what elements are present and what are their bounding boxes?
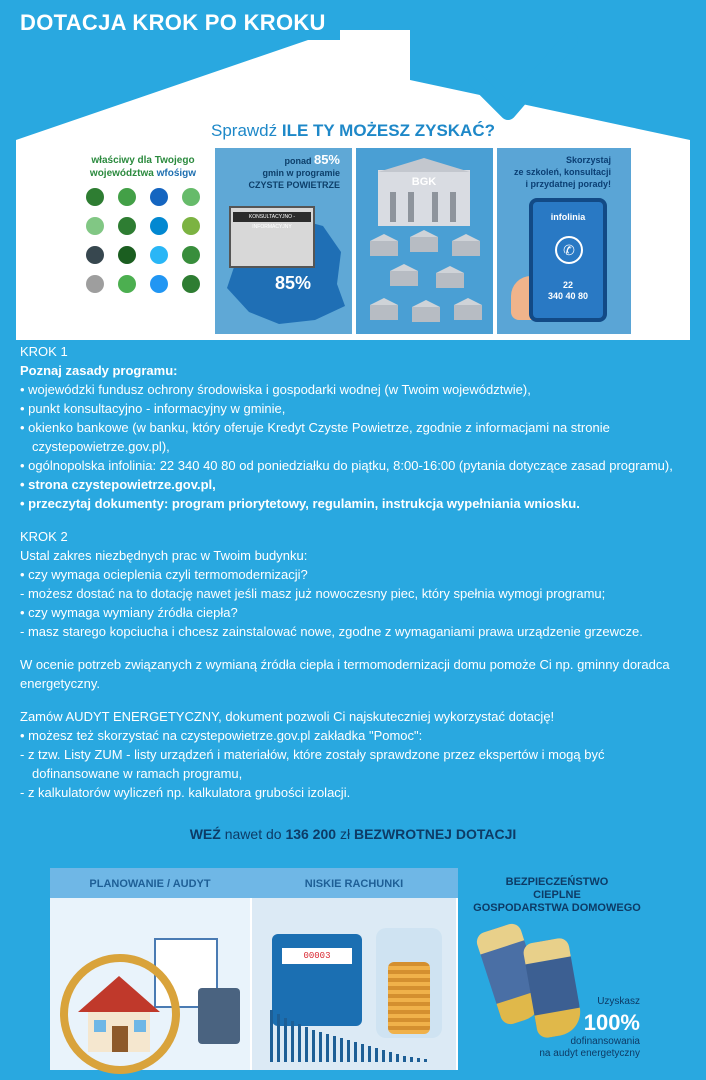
wfosigw-logo [145,273,173,295]
cta-amount: 136 200 [285,826,337,842]
krok2-intro: Ustal zakres niezbędnych prac w Twoim budynku: [20,548,308,563]
bank-icon [454,298,482,320]
list-item: • ogólnopolska infolinia: 22 340 40 80 od poniedziałku do piątku, 8:00-16:00 (pytania dotyczące zasad programu), [20,458,673,473]
list-item: - możesz dostać na to dotację nawet jeśli masz już nowoczesny piec, który spełnia wymogi programu; [20,586,606,601]
cta-line [0,826,706,842]
headline-bold: ILE TY MOŻESZ ZYSKAĆ? [281,121,495,140]
bank-icon [378,170,470,226]
gminy-line1 [215,154,340,167]
funding-percentage: 100% [583,1010,640,1035]
audyt-intro: Zamów AUDYT ENERGETYCZNY, dokument pozwoli Ci najskuteczniej wykorzystać dotację! [20,709,555,724]
list-item-website: • strona czystepowietrze.gov.pl, [20,477,216,492]
phone-number [533,280,603,302]
bezpieczenstwo-title [458,876,656,915]
bank-icon [370,234,398,256]
declining-bars-icon [268,1010,438,1062]
panel-wfosigw [75,148,211,334]
infolinia-line3: i przydatnej porady! [525,179,611,189]
sock-icon [522,937,584,1040]
panel-infolinia [497,148,631,334]
house-icon [74,968,164,1058]
funding-description [539,1036,640,1060]
headline-sprawdz [0,121,706,141]
panel-bgk [356,148,493,334]
list-item: - z kalkulatorów wyliczeń np. kalkulatora grubości izolacji. [20,785,351,800]
wfosigw-logo [113,273,141,295]
list-item: • wojewódzki fundusz ochrony środowiska i gospodarki wodnej (w Twoim województwie), [20,382,531,397]
gminy-line2: gmin w programie [262,168,340,178]
doradca-paragraph: W ocenie potrzeb związanych z wymianą źródła ciepła i termomodernizacji domu pomoże Ci np. gminny doradca energetyczny. [20,657,670,691]
list-item-documents: • przeczytaj dokumenty: program priorytetowy, regulamin, instrukcja wypełniania wniosku. [20,496,580,511]
wfosigw-logo [81,215,109,237]
funding-line1: dofinansowania [570,1036,640,1047]
wfosigw-logo [145,186,173,208]
wfosigw-logo [145,215,173,237]
list-item: • okienko bankowe (w banku, który oferuje Kredyt Czyste Powietrze, zgodnie z informacjami na stronie czystepowietrze.gov.pl), [20,420,610,454]
rachunki-title: NISKIE RACHUNKI [304,878,404,890]
map-percentage: 85% [275,273,312,293]
panel-bezpieczenstwo [458,868,656,1070]
cta-bold3: BEZWROTNEJ DOTACJI [353,826,517,842]
bezp-line2: CIEPLNE [533,889,581,901]
panel-wfosigw-heading [75,154,211,180]
page-title: DOTACJA KROK PO KROKU [20,10,326,35]
headline-prefix: Sprawdź [210,121,278,140]
wfosigw-line2-accent: wfośigw [156,168,197,179]
main-content [20,342,686,802]
bgk-label: BGK [411,176,437,188]
list-item: - z tzw. Listy ZUM - listy urządzeń i materiałów, które zostały sprawdzone przez ekspertów i mogą być dofinansowane w ramach programu, [20,747,605,781]
wfosigw-logo [113,186,141,208]
wfosigw-logos [81,186,205,295]
wfosigw-line2 [75,167,211,180]
bank-icon [452,234,480,256]
phone-icon: ✆ [555,236,583,264]
bank-icon [390,264,418,286]
wfosigw-logo [81,186,109,208]
funding-line2: na audyt energetyczny [539,1048,640,1059]
kiosk-icon [229,206,315,268]
phone-label: infolinia [550,212,586,222]
panel-gminy-heading [215,154,352,191]
wfosigw-line1: właściwy dla Twojego [91,155,195,166]
krok2-heading: KROK 2 [20,529,68,544]
wfosigw-logo [177,244,205,266]
list-item: • czy wymaga ocieplenia czyli termomodernizacji? [20,567,308,582]
smartphone-icon [529,198,607,322]
phone-number-line2: 340 40 80 [547,291,589,301]
list-item: • punkt konsultacyjno - informacyjny w gminie, [20,401,286,416]
infolinia-line1: Skorzystaj [565,155,611,165]
wfosigw-logo [113,244,141,266]
wfosigw-logo [81,244,109,266]
wfosigw-logo [113,215,141,237]
checkmark-icon [462,28,582,128]
bezp-line3: GOSPODARSTWA DOMOWEGO [473,902,641,914]
krok1-heading: KROK 1 [20,344,68,359]
cta-unit: zł [339,826,351,842]
phone-number-line1: 22 [562,280,573,290]
wfosigw-logo [177,273,205,295]
gminy-pct: 85% [313,152,340,167]
uzyskasz-text: Uzyskasz [597,996,640,1007]
wfosigw-logo [177,215,205,237]
list-item: • możesz też skorzystać na czystepowietrze.gov.pl zakładka "Pomoc": [20,728,423,743]
infolinia-line2: ze szkoleń, konsultacji [513,167,611,177]
bank-icon [370,298,398,320]
bank-icon [436,266,464,288]
gminy-line1-text: ponad [284,156,312,166]
bezp-line1: BEZPIECZEŃSTWO [505,876,609,888]
panel-planowanie [50,898,250,1070]
wfosigw-logo [145,244,173,266]
panel-rachunki [252,898,456,1070]
calculator-icon [198,988,240,1044]
bank-icon [410,230,438,252]
cta-bold1: WEŹ [189,826,221,842]
bottom-infographic [50,868,656,1070]
gminy-line3: CZYSTE POWIETRZE [248,180,340,190]
cta-mid: nawet do [224,826,282,842]
krok1-subheading: Poznaj zasady programu: [20,363,178,378]
bank-icon [412,300,440,322]
meter-display: 00003 [282,948,352,964]
wfosigw-line2-prefix: województwa [89,168,154,179]
panel-gminy [215,148,352,334]
wfosigw-logo [81,273,109,295]
wfosigw-logo [177,186,205,208]
list-item: - masz starego kopciucha i chcesz zainstalować nowe, zgodne z wymaganiami prawa urządzenie grzewcze. [20,624,643,639]
kiosk-sign: KONSULTACYJNO - INFORMACYJNY [233,212,311,222]
panel-infolinia-heading [497,154,631,190]
planowanie-title: PLANOWANIE / AUDYT [89,878,211,890]
list-item: • czy wymaga wymiany źródła ciepła? [20,605,238,620]
